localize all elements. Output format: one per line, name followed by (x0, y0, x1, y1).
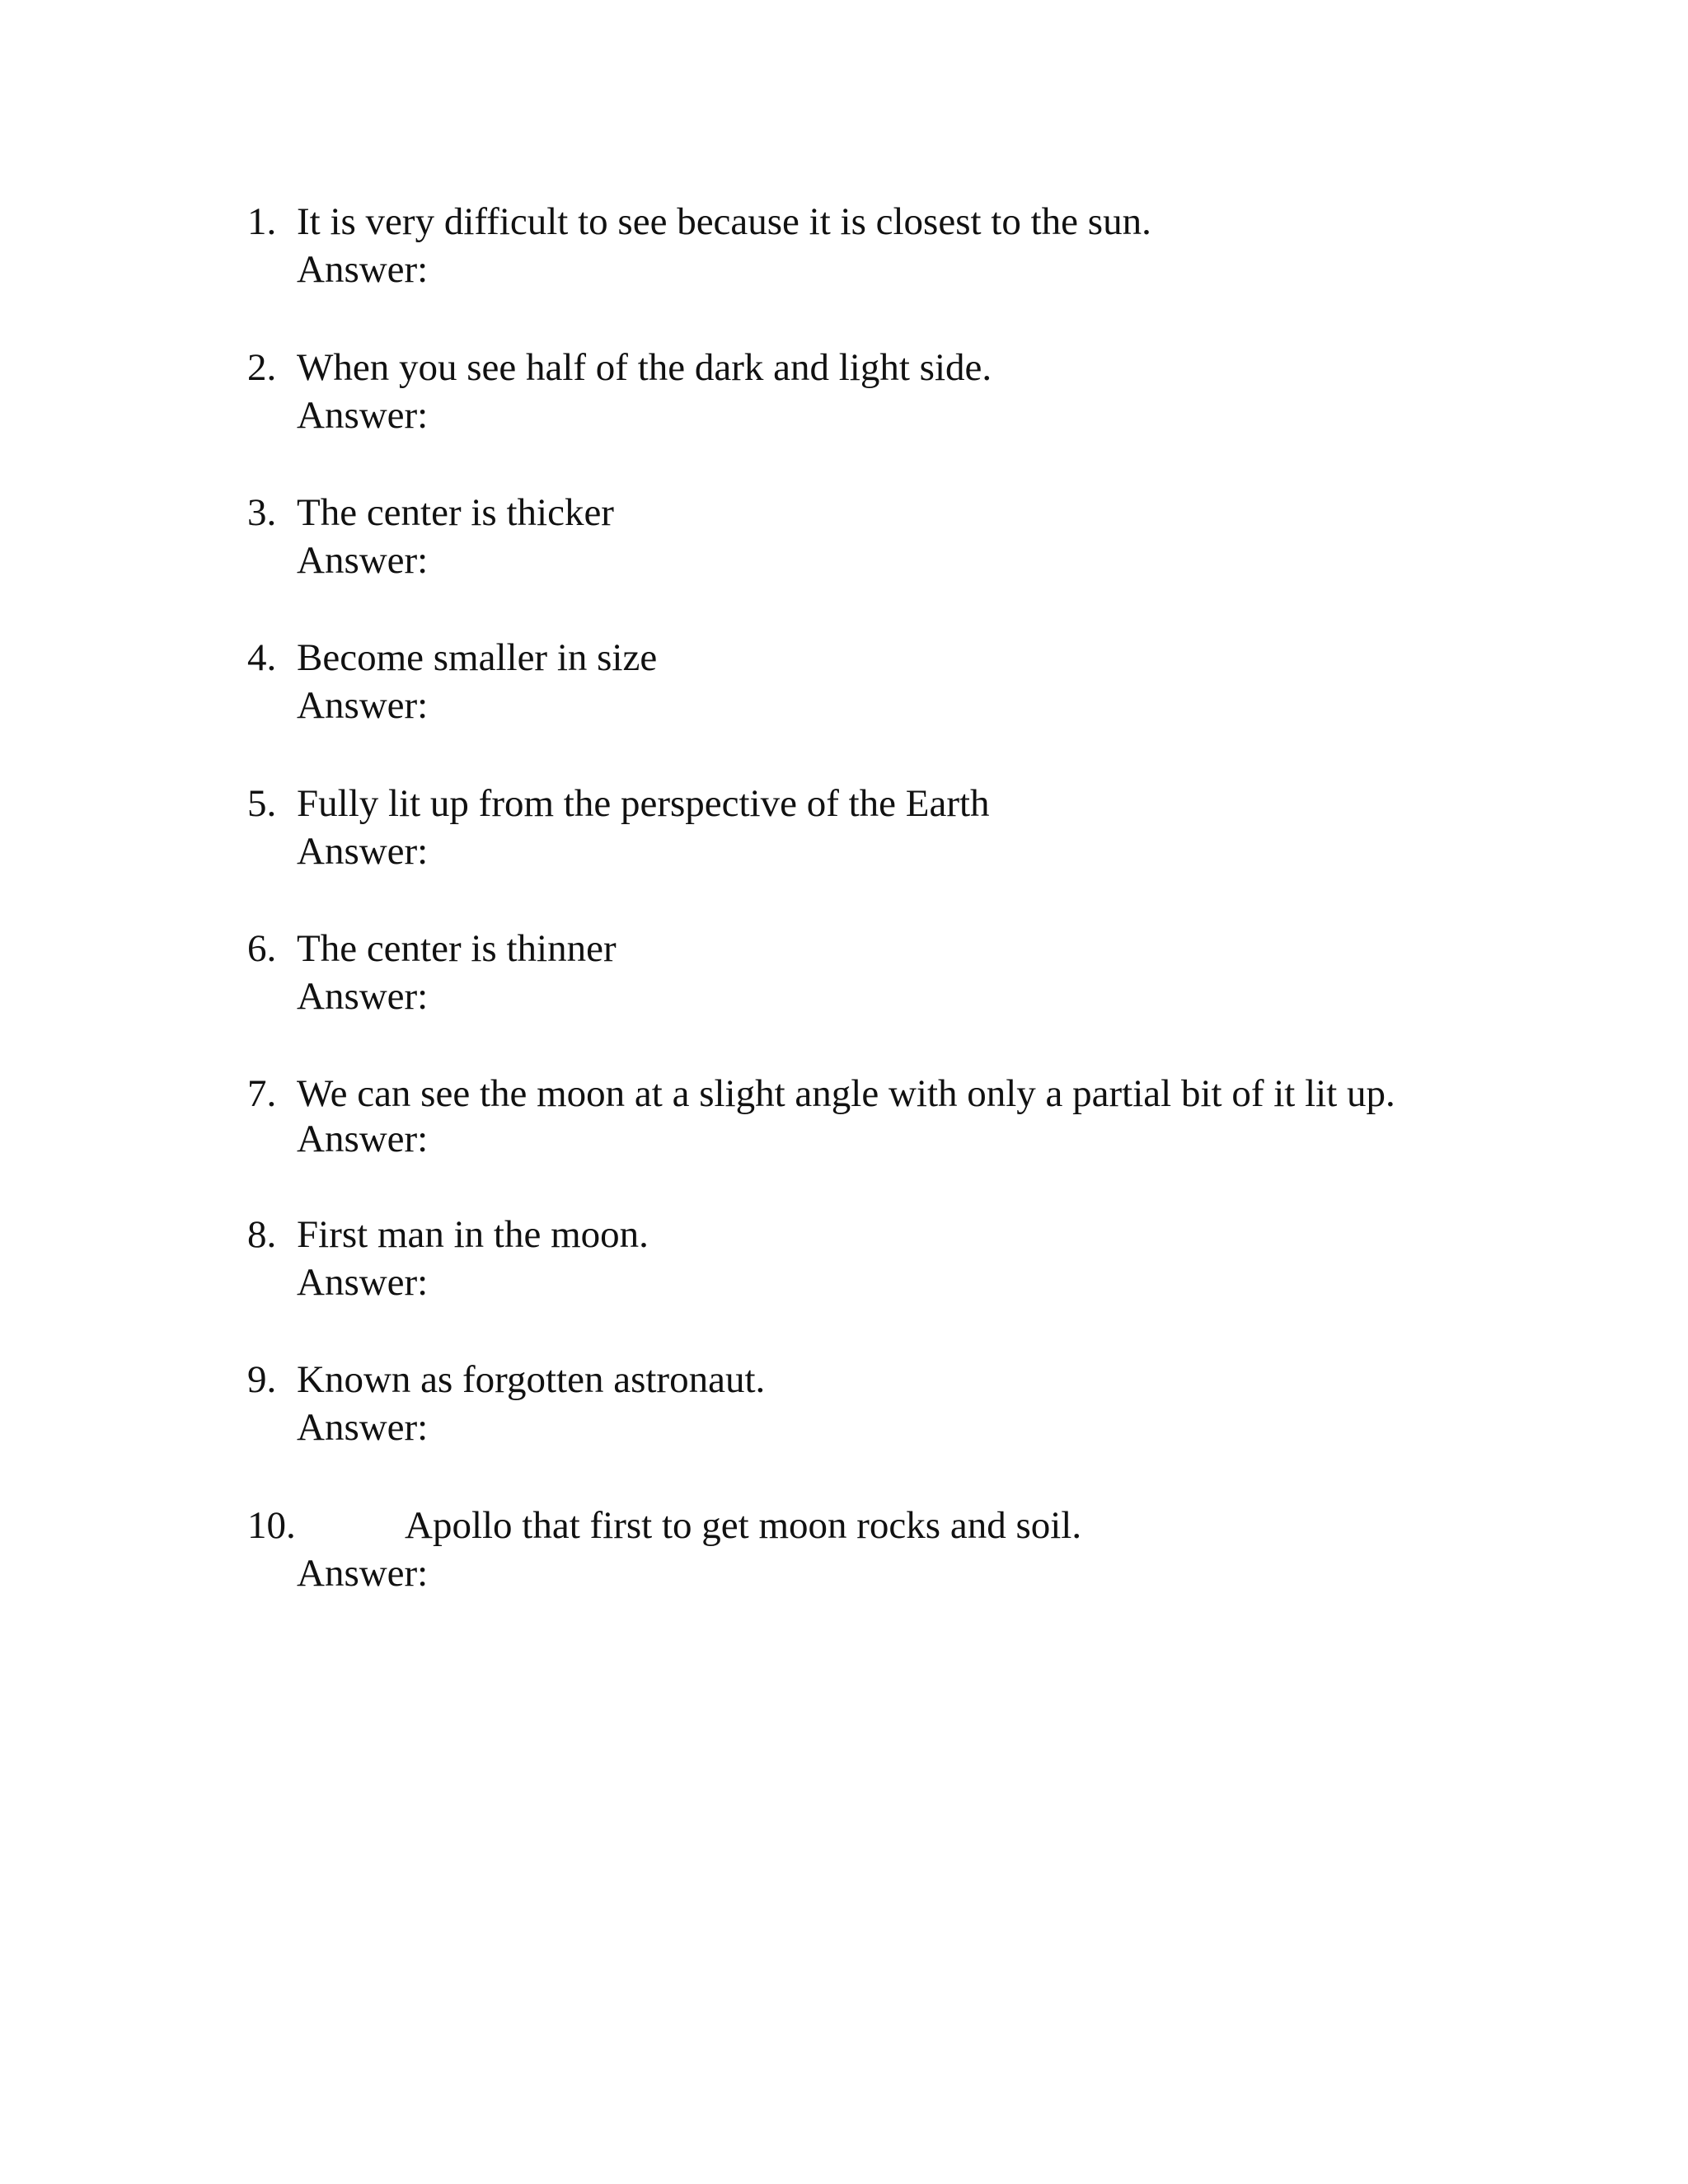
answer-label: Answer: (297, 539, 429, 582)
question-number: 7. (247, 1072, 277, 1115)
question-number: 9. (247, 1358, 277, 1401)
answer-label: Answer: (297, 975, 429, 1018)
question-text: Known as forgotten astronaut. (297, 1358, 766, 1401)
answer-label: Answer: (297, 248, 429, 291)
question-text: The center is thinner (297, 927, 617, 970)
question-number: 2. (247, 346, 277, 389)
question-number: 6. (247, 927, 277, 970)
question-text: We can see the moon at a slight angle with only a partial bit of it lit up. (297, 1072, 1395, 1115)
question-text: When you see half of the dark and light side. (297, 346, 992, 389)
question-text: Apollo that first to get moon rocks and soil. (405, 1504, 1082, 1547)
question-number: 4. (247, 636, 277, 679)
answer-label: Answer: (297, 1118, 429, 1160)
question-text: Fully lit up from the perspective of the Earth (297, 782, 990, 825)
answer-label: Answer: (297, 1406, 429, 1449)
question-text: First man in the moon. (297, 1213, 649, 1256)
question-number: 3. (247, 491, 277, 534)
answer-label: Answer: (297, 1552, 429, 1595)
answer-label: Answer: (297, 830, 429, 873)
question-text: It is very difficult to see because it is closest to the sun. (297, 200, 1151, 243)
question-number: 10. (247, 1504, 296, 1547)
question-number: 1. (247, 200, 277, 243)
question-number: 8. (247, 1213, 277, 1256)
answer-label: Answer: (297, 1261, 429, 1304)
answer-label: Answer: (297, 684, 429, 727)
question-number: 5. (247, 782, 277, 825)
question-text: The center is thicker (297, 491, 614, 534)
question-text: Become smaller in size (297, 636, 658, 679)
answer-label: Answer: (297, 394, 429, 437)
